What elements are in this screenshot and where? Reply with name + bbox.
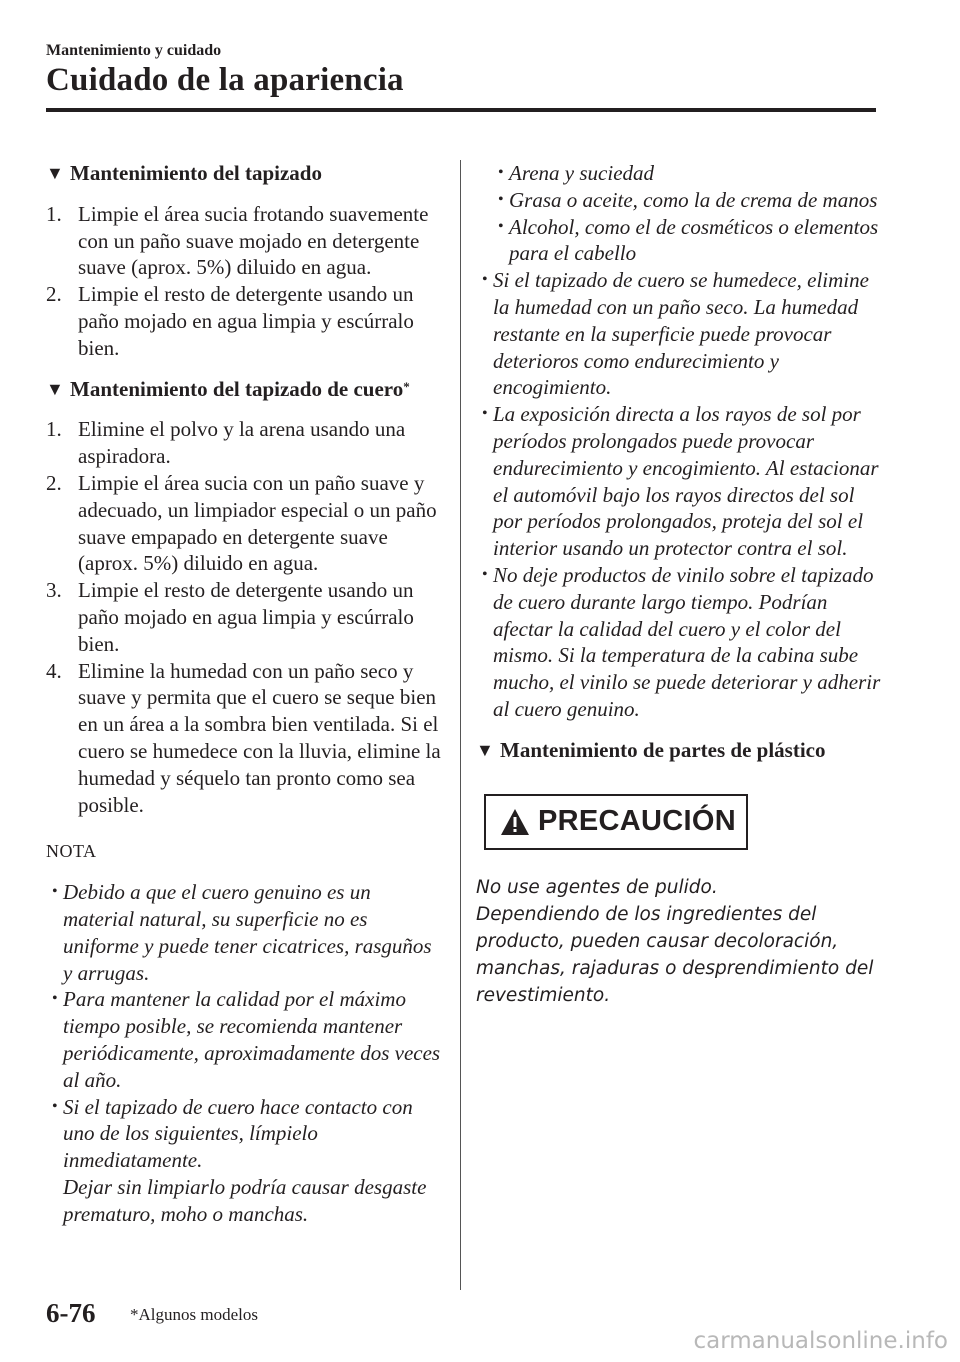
bullet-dot: • xyxy=(498,190,504,208)
note-text-extra: Dejar sin limpiarlo podría causar desgaste prematuro, moho o manchas. xyxy=(63,1174,427,1226)
nota-label: NOTA xyxy=(46,841,97,862)
heading-text: Mantenimiento del tapizado xyxy=(70,161,322,185)
triangle-icon: ▼ xyxy=(46,378,64,399)
step-text: Elimine el polvo y la arena usando una aspiradora. xyxy=(78,417,406,469)
step-number: 3. xyxy=(46,578,62,603)
bullet-dot: • xyxy=(52,883,58,901)
leather-steps xyxy=(46,416,444,818)
sub-note-item xyxy=(492,160,886,187)
step-item xyxy=(46,470,444,577)
heading-text: Mantenimiento de partes de plástico xyxy=(500,737,826,762)
step-text: Limpie el área sucia frotando suavemente con un paño suave mojado en detergente suave (aprox. 5%) diluido en agua. xyxy=(78,201,429,280)
bullet-dot: • xyxy=(52,990,58,1008)
left-column xyxy=(46,160,444,1227)
note-text: Si el tapizado de cuero se humedece, elimine la humedad con un paño seco. La humedad restante en la superficie puede provocar deterioros como endurecimiento y encogimiento. xyxy=(493,268,869,400)
sub-note-text: Arena y suciedad xyxy=(509,161,655,185)
column-divider xyxy=(460,160,461,1290)
section-label: Mantenimiento y cuidado xyxy=(46,42,222,59)
step-item xyxy=(46,577,444,657)
step-number: 2. xyxy=(46,282,62,307)
bullet-dot: • xyxy=(498,217,504,235)
step-text: Elimine la humedad con un paño seco y suave y permita que el cuero se seque bien en un área a la sombra bien ventilada. Si el cuero se humedece con la lluvia, elimine la humedad y séquelo tan pronto como sea posible. xyxy=(78,658,441,817)
caution-line: No use agentes de pulido. xyxy=(476,876,718,898)
asterisk-mark: * xyxy=(403,378,410,394)
nota-bullets xyxy=(46,879,444,1227)
step-text: Limpie el resto de detergente usando un paño mojado en agua limpia y escúrralo bien. xyxy=(78,578,414,656)
caution-title: PRECAUCIÓN xyxy=(538,805,736,838)
bullet-dot: • xyxy=(482,271,488,289)
bullet-dot: • xyxy=(482,405,488,423)
step-text: Limpie el área sucia con un paño suave y adecuado, un limpiador especial o un paño suave empapado en detergente suave (aprox. 5%) diluido en agua. xyxy=(78,470,437,576)
heading-upholstery xyxy=(46,160,444,187)
bullet-dot: • xyxy=(498,164,504,181)
page-number: 6-76 xyxy=(46,1298,96,1328)
heading-text: Mantenimiento del tapizado de cuero xyxy=(70,376,404,401)
sub-note-text: Grasa o aceite, como la de crema de manos xyxy=(509,187,878,212)
note-item xyxy=(46,986,444,1093)
heading-plastic xyxy=(476,737,886,764)
footnote: *Algunos modelos xyxy=(130,1305,258,1324)
note-item xyxy=(46,1094,444,1228)
note-text: Debido a que el cuero genuino es un material natural, su superficie no es uniforme y puede tener cicatrices, rasguños y arrugas. xyxy=(63,880,432,985)
note-text: No deje productos de vinilo sobre el tapizado de cuero durante largo tiempo. Podrían afectar la calidad del cuero y el color del mismo. Si la temperatura de la cabina sube mucho, el vinilo se puede deteriorar y adherir al cuero genuino. xyxy=(493,562,881,721)
triangle-icon: ▼ xyxy=(46,163,64,183)
note-text: Si el tapizado de cuero hace contacto con uno de los siguientes, límpielo inmediatamente. xyxy=(63,1094,413,1173)
header-rule xyxy=(46,108,876,112)
step-item xyxy=(46,201,444,281)
step-text: Limpie el resto de detergente usando un paño mojado en agua limpia y escúrralo bien. xyxy=(78,282,414,360)
warning-icon xyxy=(500,808,530,836)
note-item xyxy=(46,879,444,986)
sub-note-text: Alcohol, como el de cosméticos o elementos para el cabello xyxy=(509,214,879,266)
step-item xyxy=(46,658,444,819)
right-bullets xyxy=(476,267,886,723)
sub-note-item xyxy=(492,214,886,268)
triangle-icon: ▼ xyxy=(476,739,494,760)
sub-note-item xyxy=(492,187,886,214)
step-number: 1. xyxy=(46,417,62,442)
step-item xyxy=(46,416,444,470)
heading-leather xyxy=(46,376,444,403)
upholstery-steps xyxy=(46,201,444,362)
watermark: carmanualsonline.info xyxy=(693,1328,948,1354)
caution-text xyxy=(476,874,886,1009)
right-column xyxy=(476,160,886,1009)
step-number: 2. xyxy=(46,470,62,495)
caution-line: Dependiendo de los ingredientes del producto, pueden causar decoloración, manchas, rajaduras o desprendimiento del revestimiento. xyxy=(476,903,874,1006)
note-text: Para mantener la calidad por el máximo tiempo posible, se recomienda mantener periódicamente, aproximadamente dos veces al año. xyxy=(63,987,441,1092)
step-number: 1. xyxy=(46,201,62,226)
note-item xyxy=(476,401,886,562)
bullet-dot: • xyxy=(482,565,488,583)
note-item xyxy=(476,562,886,723)
sub-bullets xyxy=(476,160,886,267)
note-item xyxy=(476,267,886,401)
page-title: Cuidado de la apariencia xyxy=(46,62,404,98)
step-number: 4. xyxy=(46,658,62,683)
bullet-dot: • xyxy=(52,1097,58,1115)
caution-box xyxy=(484,794,748,850)
step-item xyxy=(46,281,444,361)
note-text: La exposición directa a los rayos de sol por períodos prolongados puede provocar endurecimiento y encogimiento. Al estacionar el automóvil bajo los rayos directos del sol por períodos prolongados, proteja del sol el interior usando un protector contra el sol. xyxy=(493,402,879,561)
